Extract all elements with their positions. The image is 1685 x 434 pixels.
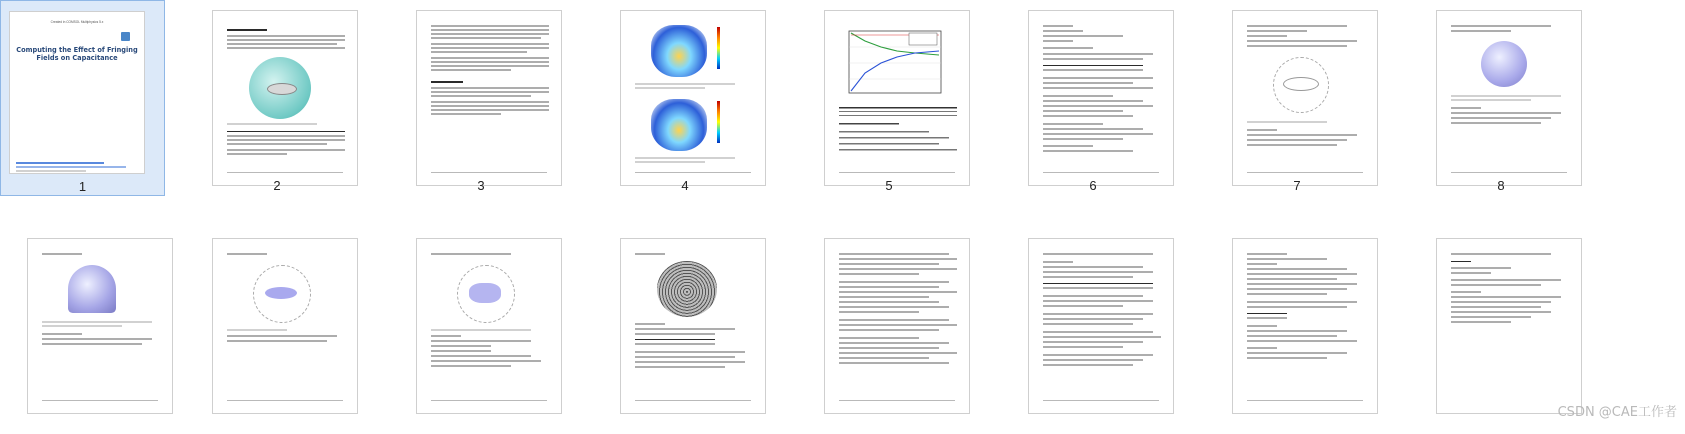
page-number: 5 xyxy=(885,178,893,193)
page-preview xyxy=(824,10,970,186)
field-plot-image xyxy=(651,25,707,77)
page-preview xyxy=(1436,10,1582,186)
capacitance-plot-image xyxy=(825,11,970,186)
page-thumbnail-15[interactable] xyxy=(1195,228,1399,434)
page-thumbnail-9[interactable] xyxy=(0,228,175,434)
page-number: 6 xyxy=(1089,178,1097,193)
page-number: 4 xyxy=(681,178,689,193)
page-preview xyxy=(416,238,562,414)
cover-subtitle: Created in COMSOL Multiphysics 5.x xyxy=(50,20,104,24)
page-thumbnail-11[interactable] xyxy=(379,228,583,434)
page-thumbnail-2[interactable] xyxy=(175,0,379,196)
page-thumbnail-12[interactable] xyxy=(583,228,787,434)
watermark: CSDN @CAE工作者 xyxy=(1557,405,1677,420)
page-preview xyxy=(1028,238,1174,414)
page-thumbnail-13[interactable] xyxy=(787,228,991,434)
page-preview xyxy=(212,238,358,414)
page-preview xyxy=(1232,10,1378,186)
page-thumbnail-5[interactable] xyxy=(787,0,991,196)
page-thumbnail-7[interactable] xyxy=(1195,0,1399,196)
page-thumbnail-6[interactable] xyxy=(991,0,1195,196)
color-legend-icon xyxy=(717,101,720,143)
page-preview xyxy=(9,11,145,174)
field-plot-image xyxy=(651,99,707,151)
page-number: 8 xyxy=(1497,178,1505,193)
mesh-image xyxy=(657,261,717,317)
page-number: 3 xyxy=(477,178,485,193)
sphere-geometry-image xyxy=(1481,41,1527,87)
page-thumbnail-4[interactable] xyxy=(583,0,787,196)
page-preview xyxy=(27,238,173,414)
page-preview xyxy=(416,10,562,186)
page-preview xyxy=(1028,10,1174,186)
page-number: 7 xyxy=(1293,178,1301,193)
page-preview xyxy=(1436,238,1582,414)
comsol-logo-icon xyxy=(121,32,130,41)
cover-title: Computing the Effect of Fringing Fields on Capacitance xyxy=(16,46,138,63)
page-preview xyxy=(212,10,358,186)
page-thumbnail-1[interactable] xyxy=(0,0,165,196)
quarter-sphere-image xyxy=(68,265,116,313)
page-preview xyxy=(1232,238,1378,414)
page-thumbnail-8[interactable] xyxy=(1399,0,1603,196)
page-preview xyxy=(620,10,766,186)
page-preview xyxy=(824,238,970,414)
page-thumbnail-14[interactable] xyxy=(991,228,1195,434)
color-legend-icon xyxy=(717,27,720,69)
page-preview xyxy=(620,238,766,414)
page-thumbnail-10[interactable] xyxy=(175,228,379,434)
page-thumbnail-3[interactable] xyxy=(379,0,583,196)
page-number: 2 xyxy=(273,178,281,193)
page-number: 1 xyxy=(78,179,87,194)
